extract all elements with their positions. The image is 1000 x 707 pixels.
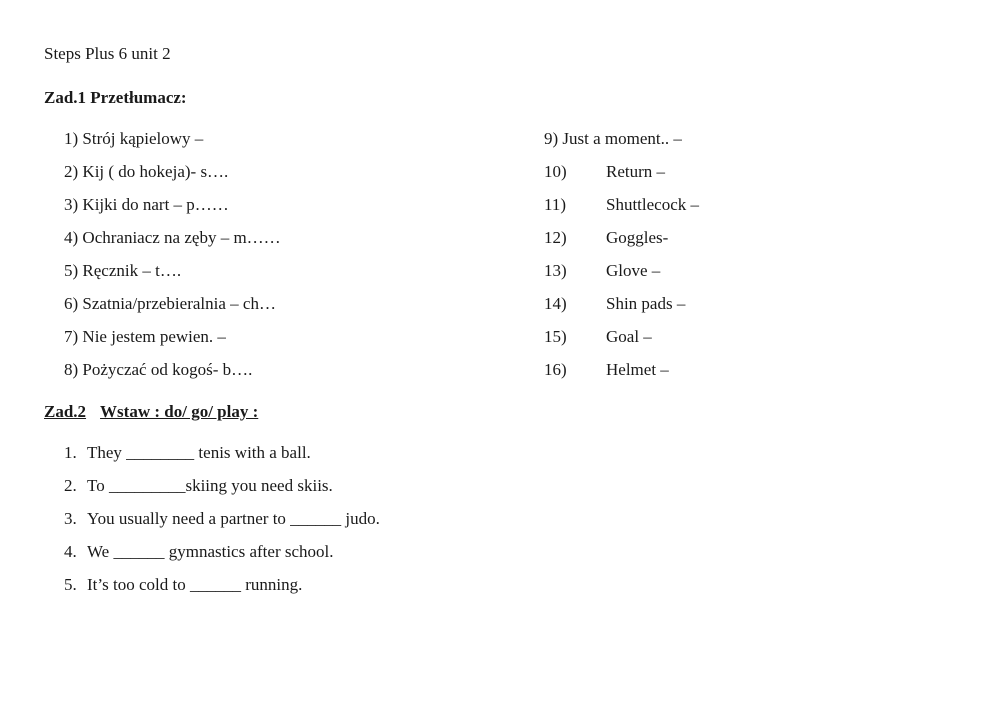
item-number: 2)	[64, 162, 79, 181]
item-number: 4.	[64, 542, 77, 561]
list-item	[544, 293, 699, 326]
item-text: Return –	[606, 162, 666, 181]
task1-left-list	[64, 128, 281, 392]
item-number: 4)	[64, 228, 79, 247]
item-number: 3)	[64, 195, 79, 214]
item-number: 14)	[544, 294, 567, 313]
list-item	[544, 359, 699, 392]
task1-heading: Zad.1 Przetłumacz:	[44, 88, 187, 107]
task1-right-list	[544, 128, 699, 392]
item-text: Nie jestem pewien. –	[82, 327, 226, 346]
task2-heading-text: Wstaw : do/ go/ play :	[100, 402, 259, 421]
item-number: 3.	[64, 509, 77, 528]
list-item	[64, 128, 281, 161]
item-number: 5.	[64, 575, 77, 594]
list-item	[64, 475, 380, 508]
list-item	[544, 161, 699, 194]
item-text: Szatnia/przebieralnia – ch…	[82, 294, 276, 313]
task2-heading-prefix: Zad.2	[44, 402, 87, 421]
item-text: Goggles-	[606, 228, 669, 247]
list-item	[64, 574, 380, 607]
list-item	[64, 442, 380, 475]
item-text: Pożyczać od kogoś- b….	[82, 360, 253, 379]
item-number: 12)	[544, 228, 567, 247]
list-item	[64, 508, 380, 541]
item-text: Ręcznik – t….	[82, 261, 182, 280]
list-item	[64, 227, 281, 260]
item-text: We ______ gymnastics after school.	[87, 542, 334, 561]
item-number: 1)	[64, 129, 79, 148]
list-item	[544, 260, 699, 293]
item-text: To _________skiing you need skiis.	[87, 476, 333, 495]
item-number: 2.	[64, 476, 77, 495]
item-number: 15)	[544, 327, 567, 346]
document-title: Steps Plus 6 unit 2	[44, 44, 171, 63]
item-number: 8)	[64, 360, 79, 379]
list-item	[64, 161, 281, 194]
item-text: You usually need a partner to ______ judo.	[87, 509, 380, 528]
item-text: Glove –	[606, 261, 661, 280]
item-number: 9)	[544, 129, 559, 148]
task2-heading	[44, 402, 258, 422]
item-text: It’s too cold to ______ running.	[87, 575, 303, 594]
task2-exercise-list	[64, 442, 380, 607]
item-text: Shin pads –	[606, 294, 686, 313]
item-text: Shuttlecock –	[606, 195, 700, 214]
item-text: Goal –	[606, 327, 652, 346]
list-item	[544, 326, 699, 359]
list-item	[64, 293, 281, 326]
item-number: 1.	[64, 443, 77, 462]
item-text: Strój kąpielowy –	[82, 129, 204, 148]
item-text: Just a moment.. –	[562, 129, 682, 148]
list-item	[64, 260, 281, 293]
item-number: 5)	[64, 261, 79, 280]
item-number: 6)	[64, 294, 79, 313]
item-text: Kij ( do hokeja)- s….	[82, 162, 229, 181]
list-item	[64, 194, 281, 227]
item-number: 11)	[544, 195, 567, 214]
item-text: Helmet –	[606, 360, 669, 379]
list-item	[64, 541, 380, 574]
item-number: 10)	[544, 162, 567, 181]
item-number: 16)	[544, 360, 567, 379]
item-text: They ________ tenis with a ball.	[87, 443, 311, 462]
list-item	[544, 194, 699, 227]
list-item	[64, 359, 281, 392]
list-item	[544, 128, 699, 161]
item-number: 13)	[544, 261, 567, 280]
list-item	[64, 326, 281, 359]
list-item	[544, 227, 699, 260]
item-text: Kijki do nart – p……	[82, 195, 229, 214]
item-number: 7)	[64, 327, 79, 346]
item-text: Ochraniacz na zęby – m……	[82, 228, 281, 247]
